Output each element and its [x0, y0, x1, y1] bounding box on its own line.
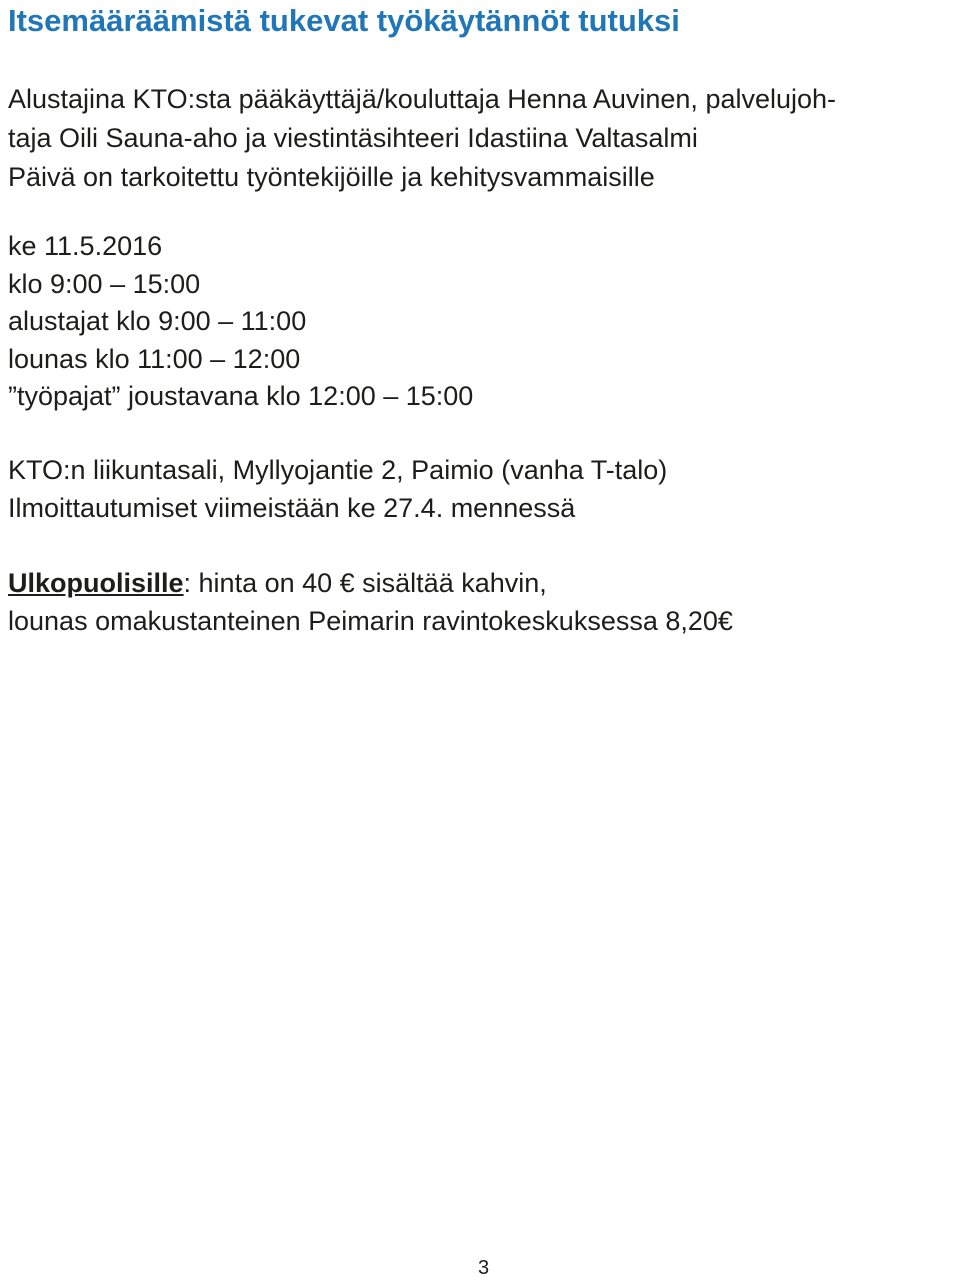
event-venue: KTO:n liikuntasali, Myllyojantie 2, Paimio (vanha T-talo)	[8, 455, 668, 485]
intro-line-audience: Päivä on tarkoitettu työntekijöille ja kehitysvammaisille	[8, 162, 655, 192]
intro-line-speakers: Alustajina KTO:sta pääkäyttäjä/kouluttaja Henna Auvinen, palvelujoh-	[8, 84, 837, 114]
schedule-workshops: ”työpajat” joustavana klo 12:00 – 15:00	[8, 381, 474, 411]
pricing-text: : hinta on 40 € sisältää kahvin,	[183, 568, 547, 598]
schedule-lunch: lounas klo 11:00 – 12:00	[8, 343, 301, 374]
pricing-line-1	[8, 564, 733, 602]
pricing-label: Ulkopuolisille	[8, 568, 184, 598]
intro-section	[8, 80, 836, 197]
intro-line-speakers-continued: taja Oili Sauna-aho ja viestintäsihteeri Idastiina Valtasalmi	[8, 123, 698, 153]
pricing-line-2: lounas omakustanteinen Peimarin ravintokeskuksessa 8,20€	[8, 606, 733, 636]
registration-deadline: Ilmoittautumiset viimeistään ke 27.4. mennessä	[8, 492, 576, 523]
page-title: Itsemääräämistä tukevat työkäytännöt tutuksi	[8, 3, 680, 38]
event-time: klo 9:00 – 15:00	[8, 268, 201, 299]
schedule-section	[8, 228, 473, 416]
schedule-openers: alustajat klo 9:00 – 11:00	[8, 306, 307, 336]
pricing-section	[8, 564, 733, 640]
page-number: 3	[478, 1257, 490, 1279]
location-section	[8, 452, 667, 527]
event-date: ke 11.5.2016	[8, 231, 163, 261]
